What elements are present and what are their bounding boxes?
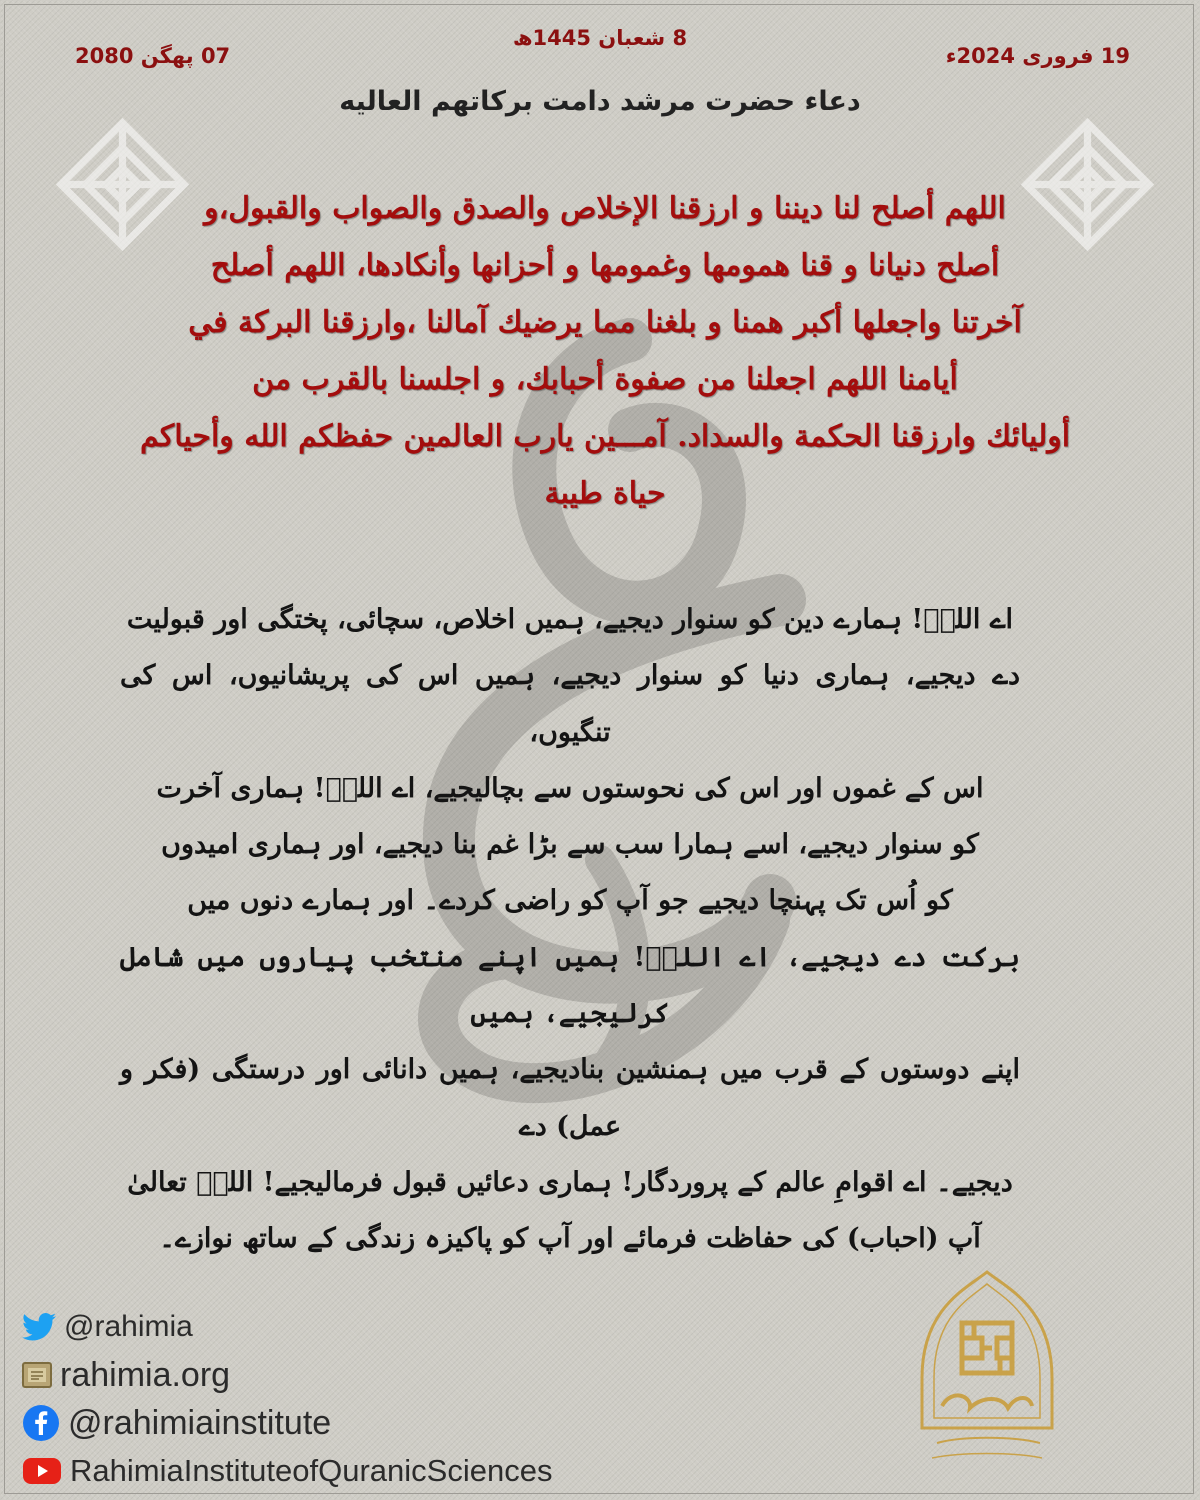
arabic-dua xyxy=(85,180,1125,522)
date-bikrami: 07 پھگن 2080 xyxy=(75,44,231,68)
twitter-link[interactable] xyxy=(22,1305,552,1349)
twitter-handle: @rahimia xyxy=(64,1310,193,1343)
website-url: rahimia.org xyxy=(60,1355,231,1394)
urdu-translation xyxy=(120,592,1020,1268)
rahimia-logo xyxy=(912,1268,1062,1478)
urdu-line: اس کے غموں اور اس کی نحوستوں سے بچالیجیے، اے اللہؔ! ہماری آخرت xyxy=(156,772,984,804)
arabic-line: اللهم أصلح لنا ديننا و ارزقنا الإخلاص والصدق والصواب والقبول،و xyxy=(204,191,1006,226)
arabic-line: آخرتنا واجعلها أكبر همنا و بلغنا مما يرضيك آمالنا ،وارزقنا البركة في xyxy=(188,305,1022,340)
website-icon xyxy=(22,1362,52,1388)
date-gregorian: 19 فروری 2024ء xyxy=(945,44,1130,68)
urdu-line: اے اللہؔ! ہمارے دین کو سنوار دیجیے، ہمیں اخلاص، سچائی، پختگی اور قبولیت xyxy=(126,604,1014,635)
youtube-icon xyxy=(22,1456,62,1486)
urdu-line: کو اُس تک پہنچا دیجیے جو آپ کو راضی کردے۔ اور ہمارے دنوں میں xyxy=(187,885,953,917)
arabic-line: أصلح دنيانا و قنا همومها وغمومها و أحزانها وأنكادها، اللهم أصلح xyxy=(210,248,1000,283)
urdu-line: کو سنوار دیجیے، اسے ہمارا سب سے بڑا غم بنا دیجیے، اور ہماری امیدوں xyxy=(161,829,979,861)
urdu-line: دیجیے۔ اے اقوامِ عالم کے پروردگار! ہماری دعائیں قبول فرمالیجیے! اللہؔ تعالیٰ xyxy=(127,1166,1013,1198)
website-link[interactable] xyxy=(22,1353,552,1397)
arabic-line: أيامنا اللهم اجعلنا من صفوة أحبابك، و اجلسنا بالقرب من xyxy=(252,362,958,397)
urdu-line: آپ (احباب) کی حفاظت فرمائے اور آپ کو پاکیزہ زندگی کے ساتھ نوازے۔ xyxy=(159,1223,981,1255)
page-title: دعاء حضرت مرشد دامت برکاتهم العالیه xyxy=(339,86,861,117)
facebook-link[interactable] xyxy=(22,1401,552,1445)
urdu-line: اپنے دوستوں کے قرب میں ہمنشین بنادیجیے، ہمیں دانائی اور درستگی (فکر و عمل) دے xyxy=(120,1054,1020,1142)
social-links xyxy=(22,1305,552,1497)
youtube-link[interactable] xyxy=(22,1449,552,1493)
arabic-line: أوليائك وارزقنا الحكمة والسداد. آمـــين يارب العالمين حفظكم الله وأحياكم xyxy=(139,419,1071,454)
date-hijri: 8 شعبان 1445ھ xyxy=(512,26,688,50)
urdu-line: دے دیجیے، ہماری دنیا کو سنوار دیجیے، ہمیں اس کی پریشانیوں، اس کی تنگیوں، xyxy=(120,660,1020,748)
youtube-channel: RahimiaInstituteofQuranicSciences xyxy=(70,1453,553,1488)
twitter-icon xyxy=(22,1312,56,1342)
urdu-line: برکت دے دیجیے، اے اللہؔ! ہمیں اپنے منتخب پیاروں میں شامل کرلیجیے، ہمیں xyxy=(120,941,1020,1030)
facebook-icon xyxy=(22,1404,60,1442)
arabic-line: حياة طيبة xyxy=(544,476,666,511)
facebook-handle: @rahimiainstitute xyxy=(68,1403,332,1442)
